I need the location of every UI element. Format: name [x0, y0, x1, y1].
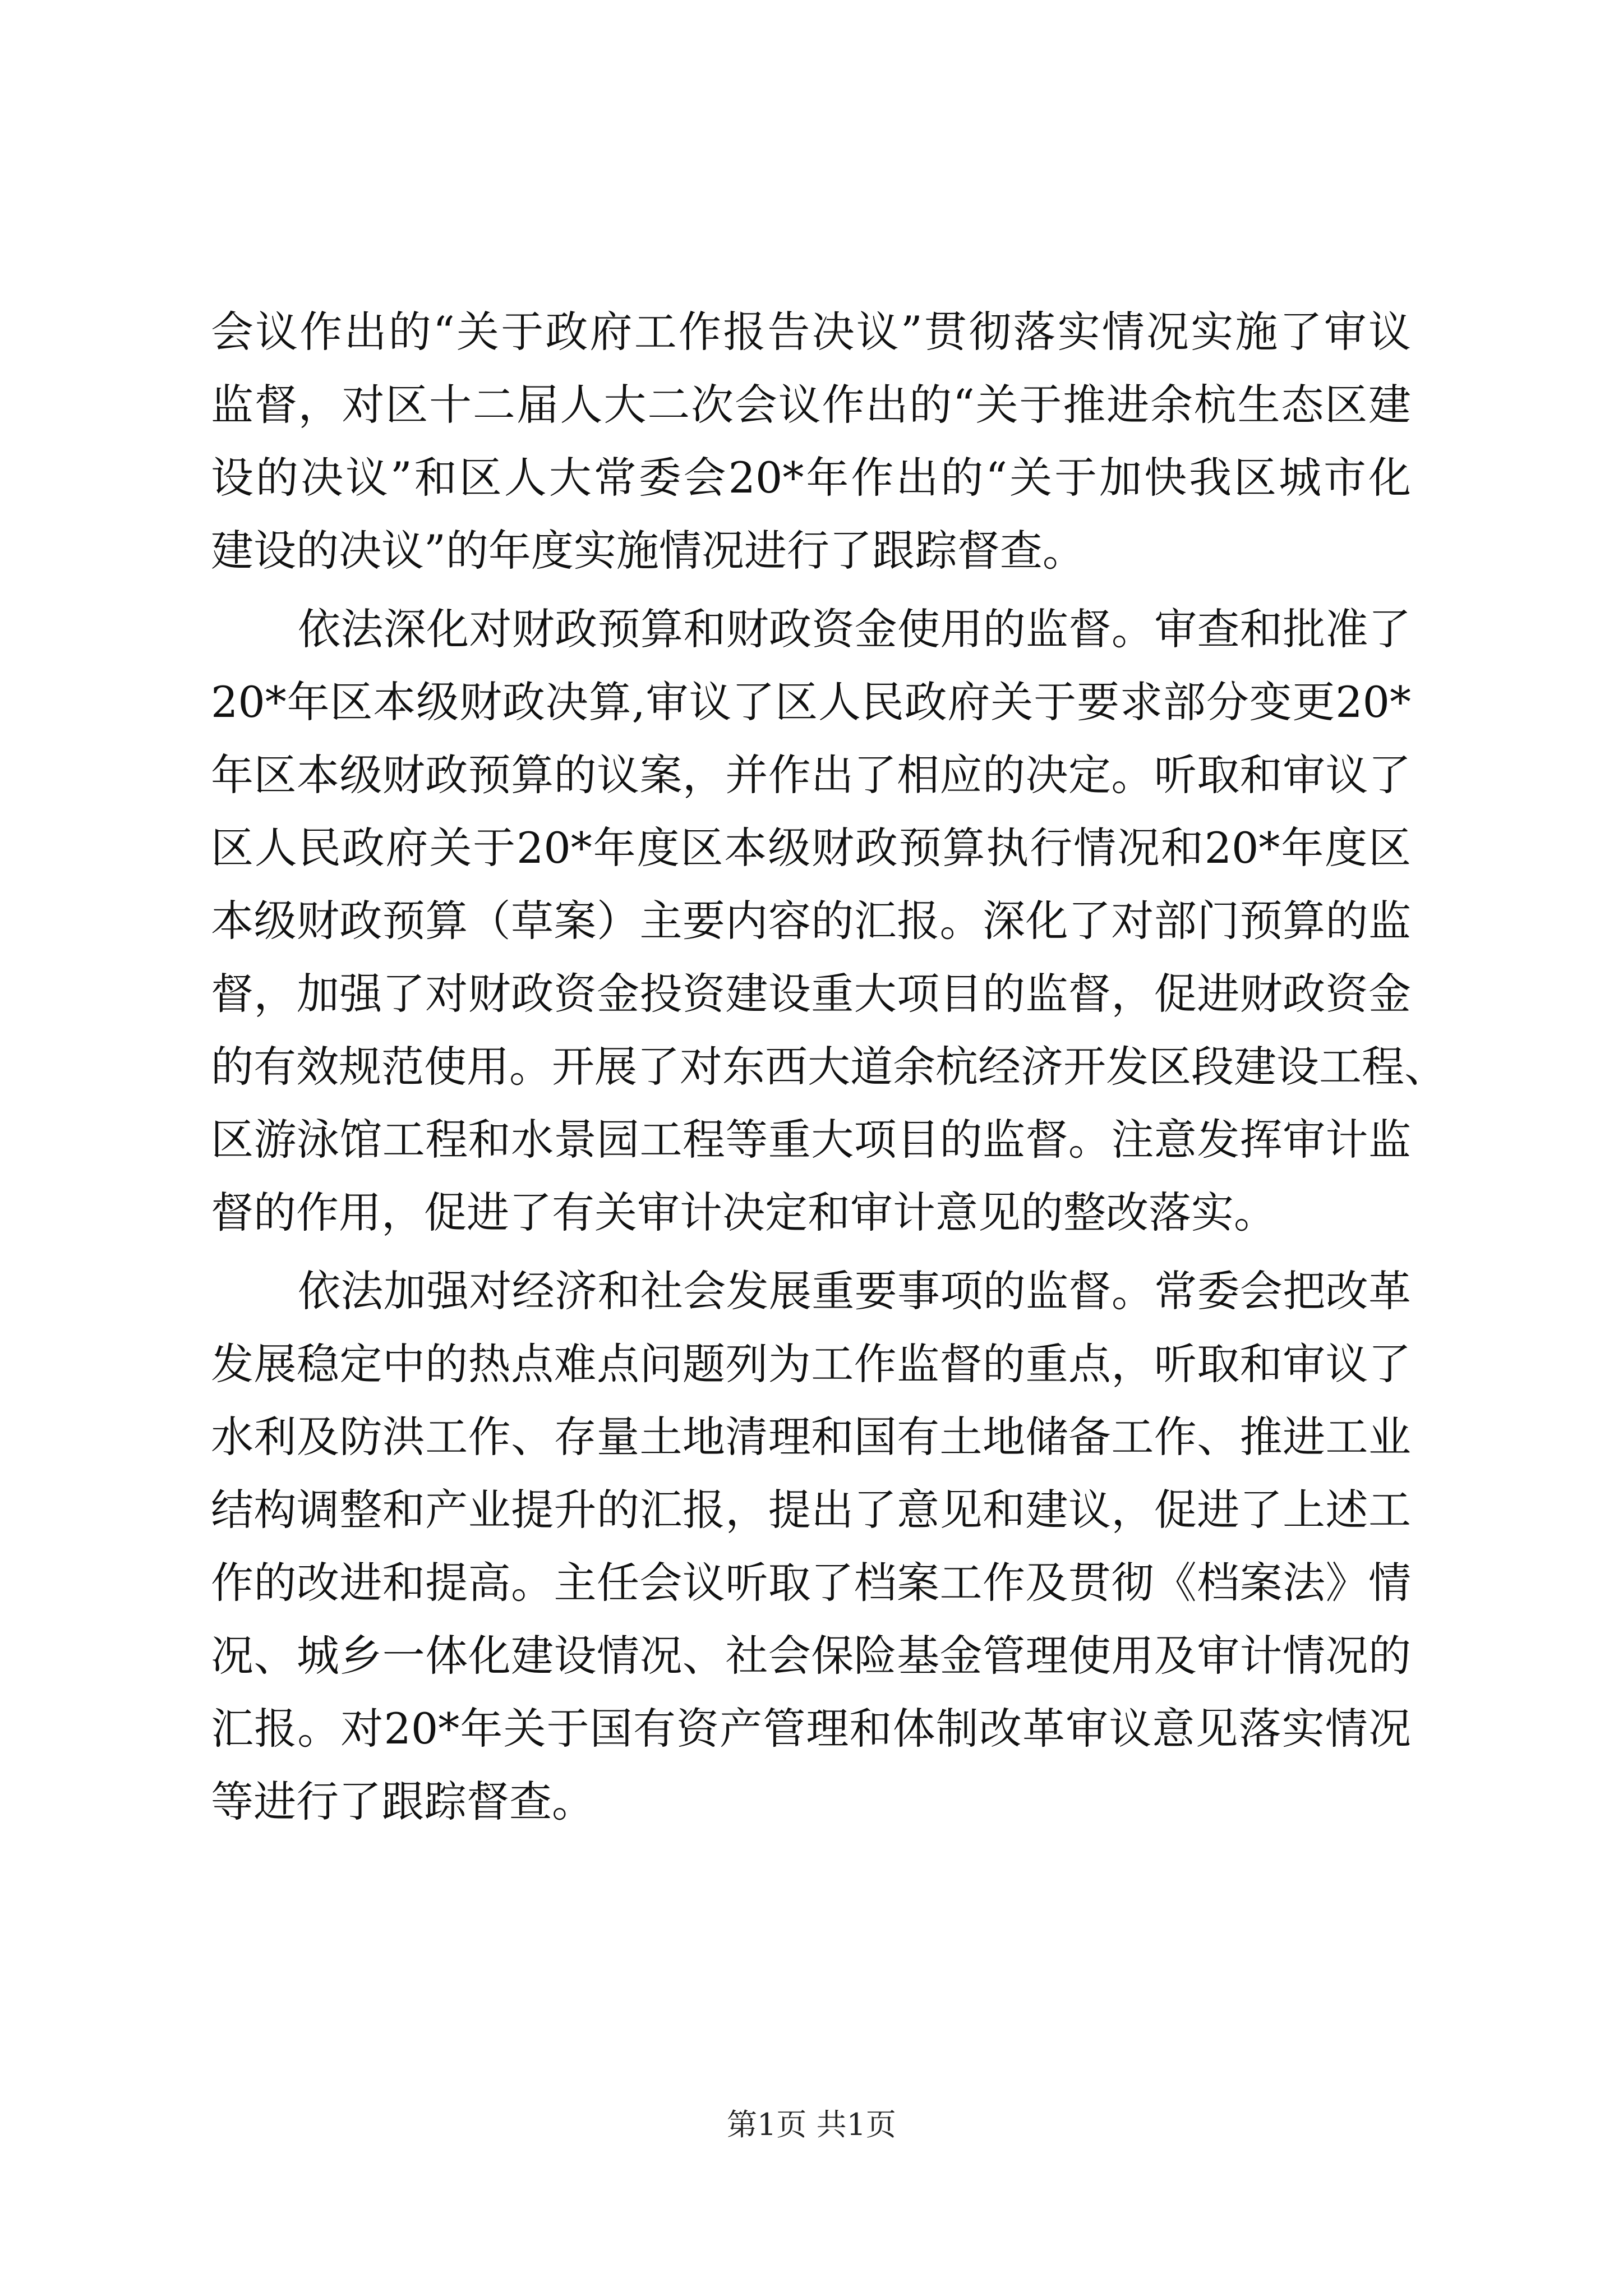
text-line: 20*年区本级财政决算,审议了区人民政府关于要求部分变更20*: [211, 677, 1411, 727]
text-line: 况、城乡一体化建设情况、社会保险基金管理使用及审计情况的: [211, 1631, 1411, 1681]
text-line: 区人民政府关于20*年度区本级财政预算执行情况和20*年度区: [211, 823, 1411, 873]
text-line: 设的决议”和区人大常委会20*年作出的“关于加快我区城市化: [211, 453, 1411, 503]
text-line: 监督，对区十二届人大二次会议作出的“关于推进余杭生态区建: [211, 380, 1411, 430]
text-line: 建设的决议”的年度实施情况进行了跟踪督查。: [211, 526, 1085, 576]
text-line: 的有效规范使用。开展了对东西大道余杭经济开发区段建设工程、: [211, 1042, 1447, 1092]
text-line: 年区本级财政预算的议案，并作出了相应的决定。听取和审议了: [211, 750, 1411, 800]
page-footer: 第1页 共1页: [727, 2107, 896, 2142]
text-line: 督的作用，促进了有关审计决定和审计意见的整改落实。: [211, 1188, 1276, 1237]
text-line: 本级财政预算（草案）主要内容的汇报。深化了对部门预算的监: [211, 896, 1411, 946]
paragraph-first-line: 依法加强对经济和社会发展重要事项的监督。常委会把改革: [298, 1266, 1411, 1316]
text-line: 发展稳定中的热点难点问题列为工作监督的重点，听取和审议了: [211, 1339, 1411, 1389]
text-line: 汇报。对20*年关于国有资产管理和体制改革审议意见落实情况: [211, 1704, 1411, 1754]
text-line: 作的改进和提高。主任会议听取了档案工作及贯彻《档案法》情: [211, 1558, 1411, 1608]
text-line: 督，加强了对财政资金投资建设重大项目的监督，促进财政资金: [211, 969, 1411, 1019]
text-line: 区游泳馆工程和水景园工程等重大项目的监督。注意发挥审计监: [211, 1115, 1411, 1165]
text-line: 水利及防洪工作、存量土地清理和国有土地储备工作、推进工业: [211, 1412, 1411, 1462]
text-line: 会议作出的“关于政府工作报告决议”贯彻落实情况实施了审议: [211, 307, 1411, 357]
text-line: 等进行了跟踪督查。: [211, 1777, 594, 1826]
text-line: 结构调整和产业提升的汇报，提出了意见和建议，促进了上述工: [211, 1485, 1411, 1535]
paragraph-first-line: 依法深化对财政预算和财政资金使用的监督。审查和批准了: [298, 604, 1411, 654]
